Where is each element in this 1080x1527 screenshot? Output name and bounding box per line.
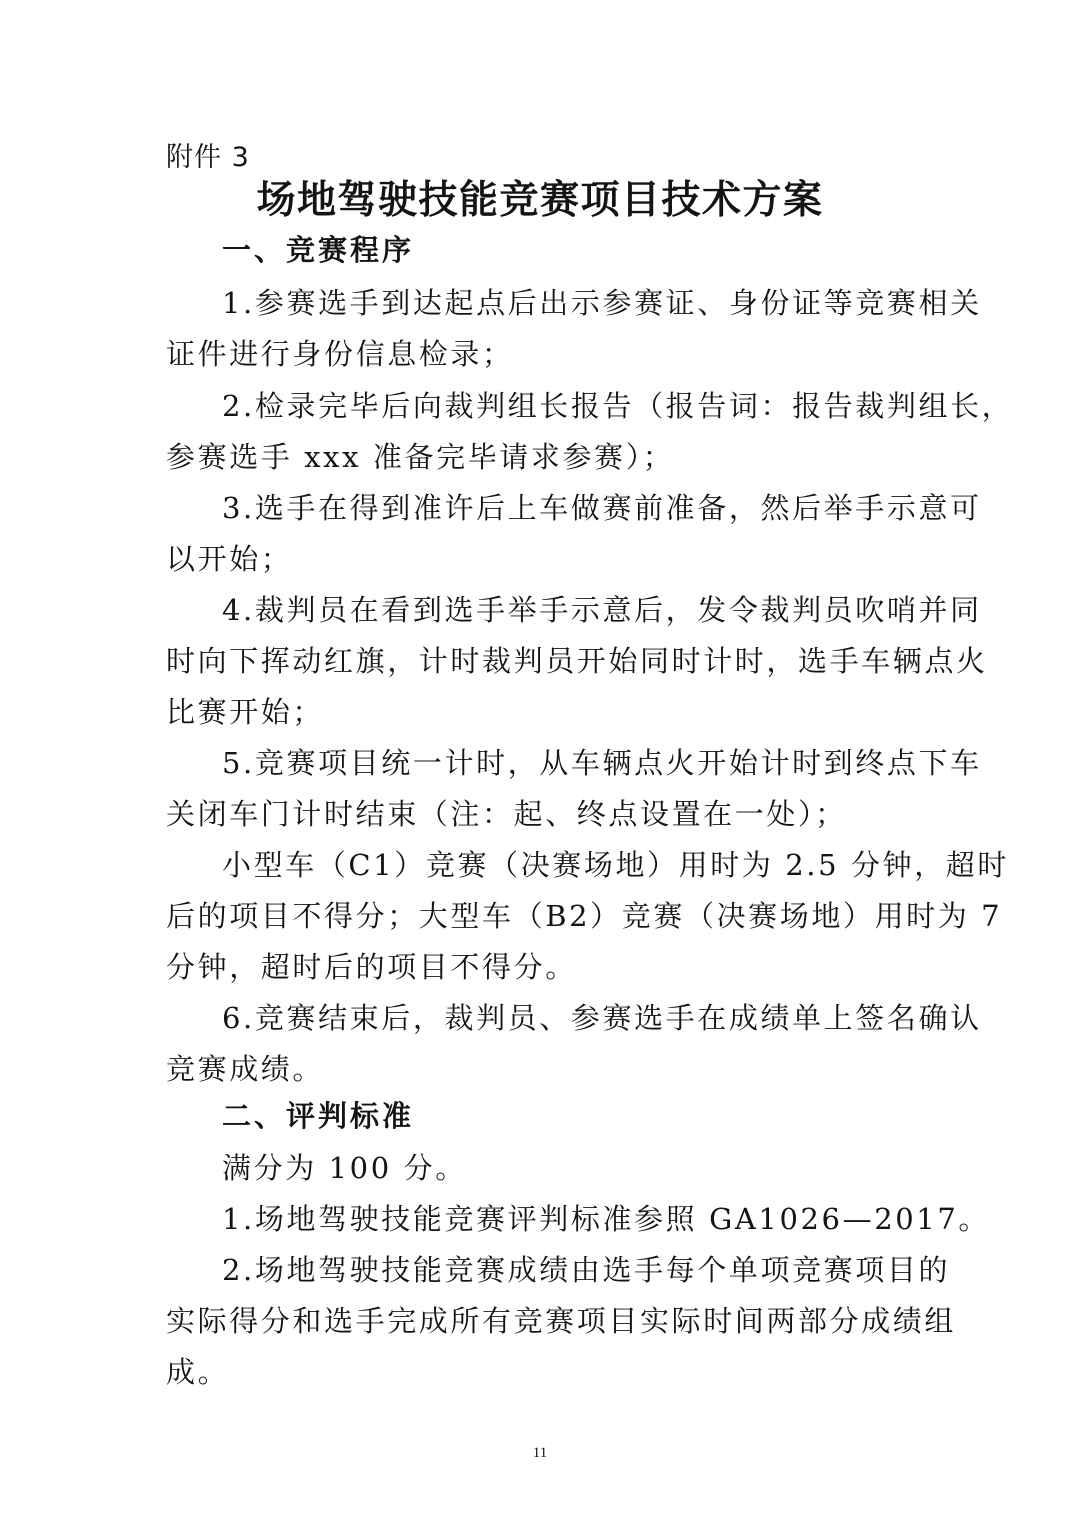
paragraph-line: 竞赛成绩。 — [166, 1052, 325, 1086]
paragraph-line: 成。 — [166, 1355, 230, 1389]
paragraph-line: 参赛选手 xxx 准备完毕请求参赛）； — [166, 440, 675, 474]
page-number: 11 — [532, 1445, 548, 1461]
paragraph-line: 分钟，超时后的项目不得分。 — [166, 950, 577, 984]
paragraph-line: 1.参赛选手到达起点后出示参赛证、身份证等竞赛相关 — [222, 286, 982, 320]
paragraph-line: 1.场地驾驶技能竞赛评判标准参照 GA1026—2017。 — [222, 1202, 991, 1236]
paragraph-line: 关闭车门计时结束（注：起、终点设置在一处）； — [166, 797, 847, 831]
paragraph-line: 实际得分和选手完成所有竞赛项目实际时间两部分成绩组 — [166, 1304, 957, 1338]
section-heading: 二、评判标准 — [222, 1099, 415, 1133]
attachment-label: 附件 3 — [166, 142, 250, 173]
document-title: 场地驾驶技能竞赛项目技术方案 — [256, 177, 824, 223]
paragraph-line: 6.竞赛结束后，裁判员、参赛选手在成绩单上签名确认 — [222, 1001, 982, 1035]
paragraph-line: 满分为 100 分。 — [222, 1151, 467, 1185]
paragraph-line: 比赛开始； — [166, 695, 325, 729]
paragraph-line: 2.场地驾驶技能竞赛成绩由选手每个单项竞赛项目的 — [222, 1253, 951, 1287]
paragraph-line: 4.裁判员在看到选手举手示意后，发令裁判员吹哨并同 — [222, 593, 982, 627]
paragraph-line: 5.竞赛项目统一计时，从车辆点火开始计时到终点下车 — [222, 746, 982, 780]
paragraph-line: 3.选手在得到准许后上车做赛前准备，然后举手示意可 — [222, 491, 982, 525]
paragraph-line: 小型车（C1）竞赛（决赛场地）用时为 2.5 分钟，超时 — [222, 848, 1009, 882]
section-heading: 一、竞赛程序 — [222, 233, 415, 267]
paragraph-line: 以开始； — [166, 542, 293, 576]
paragraph-line: 证件进行身份信息检录； — [166, 337, 514, 371]
paragraph-line: 后的项目不得分；大型车（B2）竞赛（决赛场地）用时为 7 — [166, 899, 1003, 933]
paragraph-line: 时向下挥动红旗，计时裁判员开始同时计时，选手车辆点火 — [166, 644, 988, 678]
paragraph-line: 2.检录完毕后向裁判组长报告（报告词：报告裁判组长， — [222, 389, 1014, 423]
